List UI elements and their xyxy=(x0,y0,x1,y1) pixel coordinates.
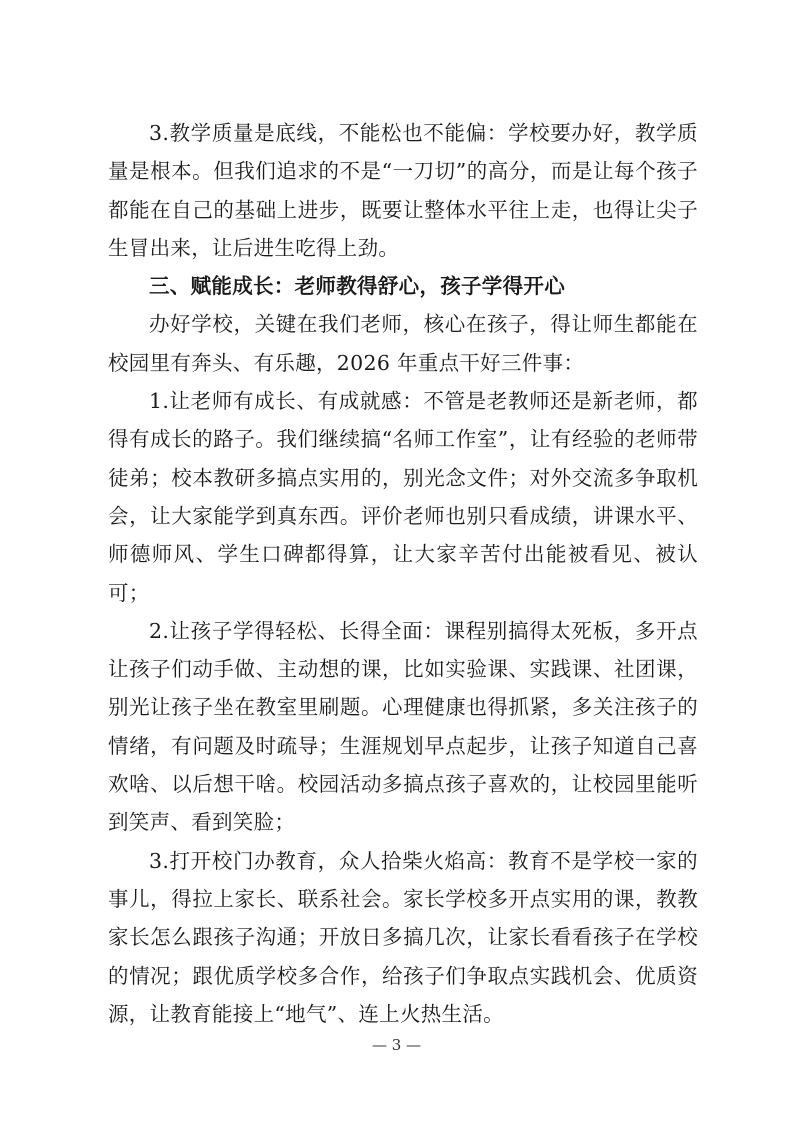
document-body xyxy=(108,114,698,1033)
section-heading-empower-growth: 三、赋能成长：老师教得舒心，孩子学得开心 xyxy=(149,274,565,299)
paragraph-open-school: 3.打开校门办教育，众人拾柴火焰高：教育不是学校一家的事儿，得拉上家长、联系社会。家长学校多开点实用的课，教教家长怎么跟孩子沟通；开放日多搞几次，让家长看看孩子在学校的情况；跟优质学校多合作，给孩子们争取点实践机会、优质资源，让教育能接上“地气”、连上火热生活。 xyxy=(108,848,698,1026)
page-number: — 3 — xyxy=(371,1036,422,1054)
paragraph-teacher-growth: 1.让老师有成长、有成就感：不管是老教师还是新老师，都得有成长的路子。我们继续搞“名师工作室”，让有经验的老师带徒弟；校本教研多搞点实用的，别光念文件；对外交流多争取机会，让大家能学到真东西。评价老师也别只看成绩，讲课水平、师德师风、学生口碑都得算，让大家辛苦付出能被看见、被认可； xyxy=(108,389,698,605)
paragraph-intro-three-things: 办好学校，关键在我们老师，核心在孩子，得让师生都能在校园里有奔头、有乐趣，2026 年重点干好三件事： xyxy=(108,312,698,375)
paragraph-teaching-quality: 3.教学质量是底线，不能松也不能偏：学校要办好，教学质量是根本。但我们追求的不是“一刀切”的高分，而是让每个孩子都能在自己的基础上进步，既要让整体水平往上走，也得让尖子生冒出来，让后进生吃得上劲。 xyxy=(108,121,698,260)
paragraph-student-growth: 2.让孩子学得轻松、长得全面：课程别搞得太死板，多开点让孩子们动手做、主动想的课，比如实验课、实践课、社团课，别光让孩子坐在教室里刷题。心理健康也得抓紧，多关注孩子的情绪，有问题及时疏导；生涯规划早点起步，让孩子知道自己喜欢啥、以后想干啥。校园活动多搞点孩子喜欢的，让校园里能听到笑声、看到笑脸； xyxy=(108,618,698,835)
